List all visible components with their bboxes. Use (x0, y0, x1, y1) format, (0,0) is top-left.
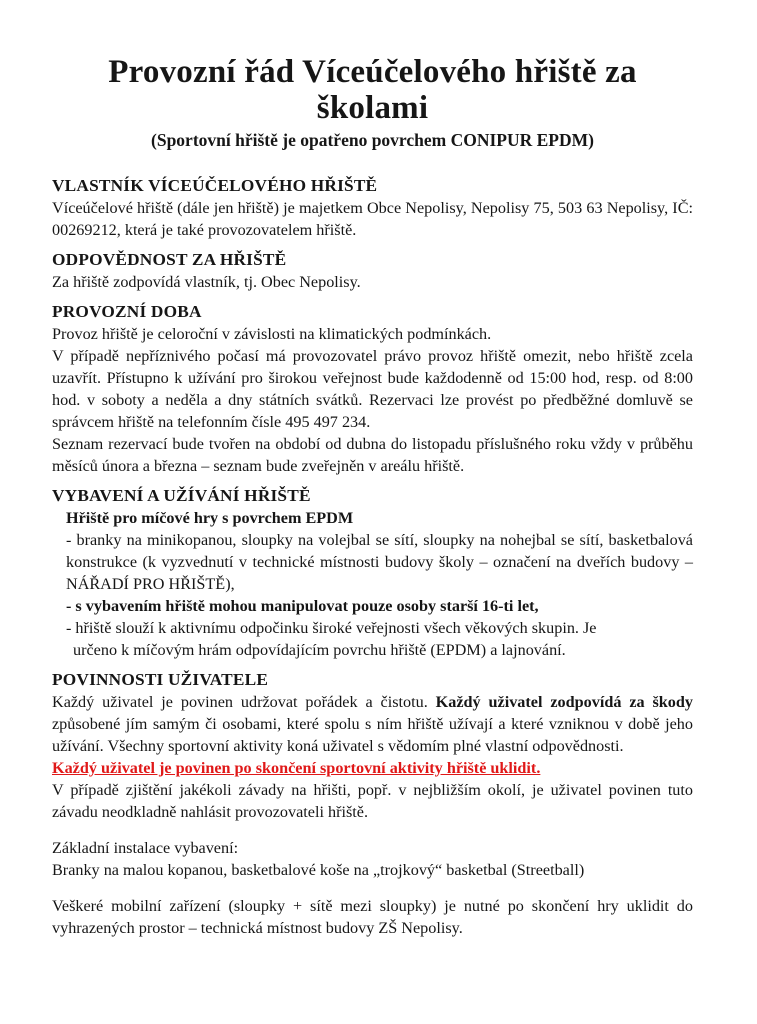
section-zaver (52, 837, 693, 939)
zaver-instalace-text: Branky na malou kopanou, basketbalové koše na „trojkový“ basketbal (Streetball) (52, 861, 585, 879)
provozni-doba-paragraph-2: V případě nepříznivého počasí má provozovatel právo provoz hřiště omezit, nebo hřiště zcela uzavřít. Přístupno k užívání pro širokou veřejnost bude každodenně od 15:00 hod, resp. od 8:00 hod. v soboty a neděla a dny státních svátků. Rezervaci lze provést po předběžné domluvě se správcem hřiště na telefonním čísle 495 497 234. (52, 347, 693, 431)
vybaveni-list (66, 507, 693, 661)
vlastnik-paragraph: Víceúčelové hřiště (dále jen hřiště) je majetkem Obce Nepolisy, Nepolisy 75, 503 63 Nepolisy, IČ: 00269212, která je také provozovatelem hřiště. (52, 199, 693, 239)
povinnosti-run-normal-1: Každý uživatel je povinen udržovat pořádek a čistotu. (52, 693, 436, 711)
zaver-mobilni-zarizeni-paragraph: Veškeré mobilní zařízení (sloupky + sítě mezi sloupky) je nutné po skončení hry uklidit do vyhrazených prostor – technická místnost budovy ZŠ Nepolisy. (52, 897, 693, 937)
document-title: Provozní řád Víceúčelového hřiště za školami (108, 54, 637, 126)
section-odpovednost (52, 248, 693, 293)
povinnosti-run-normal-2: způsobené jím samým či osobami, které spolu s ním hřiště užívají a které vzniknou v době jeho užívání. Všechny sportovní aktivity koná uživatel s vědomím plné vlastní odpovědnosti. (52, 715, 693, 755)
zaver-instalace-label: Základní instalace vybavení: (52, 839, 239, 857)
povinnosti-run-bold: Každý uživatel zodpovídá za škody (435, 693, 693, 711)
section-vlastnik (52, 174, 693, 241)
section-povinnosti (52, 668, 693, 823)
section-heading-vlastnik: VLASTNÍK VÍCEÚČELOVÉHO HŘIŠTĚ (52, 176, 378, 195)
vybaveni-item-3-line-2: určeno k míčovým hrám odpovídajícím povrchu hřiště (EPDM) a lajnování. (73, 641, 566, 659)
povinnosti-red-alert-line: Každý uživatel je povinen po skončení sportovní aktivity hřiště uklidit. (52, 759, 541, 777)
vybaveni-item-3-line-1: - hřiště slouží k aktivnímu odpočinku široké veřejnosti všech věkových skupin. Je (66, 619, 597, 637)
document-subtitle: (Sportovní hřiště je opatřeno povrchem CONIPUR EPDM) (151, 130, 594, 150)
vybaveni-subheading: Hřiště pro míčové hry s povrchem EPDM (66, 509, 354, 527)
odpovednost-paragraph: Za hřiště zodpovídá vlastník, tj. Obec Nepolisy. (52, 273, 361, 291)
vybaveni-item-1: - branky na minikopanou, sloupky na volejbal se sítí, sloupky na nohejbal se sítí, basketbalová konstrukce (k vyzvednutí v technické místnosti budovy školy – označení na dveřích budovy – NÁŘADÍ PRO HŘIŠTĚ), (66, 531, 693, 593)
provozni-doba-paragraph-3: Seznam rezervací bude tvořen na období od dubna do listopadu příslušného roku vždy v průběhu měsíců února a března – seznam bude zveřejněn v areálu hřiště. (52, 435, 693, 475)
section-heading-odpovednost: ODPOVĚDNOST ZA HŘIŠTĚ (52, 250, 287, 269)
provozni-doba-paragraph-1: Provoz hřiště je celoroční v závislosti na klimatických podmínkách. (52, 325, 492, 343)
povinnosti-paragraph-2: V případě zjištění jakékoli závady na hřišti, popř. v nejbližším okolí, je uživatel povinen tuto závadu neodkladně nahlásit provozovateli hřiště. (52, 781, 693, 821)
section-provozni-doba (52, 300, 693, 477)
vybaveni-item-2: - s vybavením hřiště mohou manipulovat pouze osoby starší 16-ti let, (66, 597, 539, 615)
document-header (52, 54, 693, 151)
section-heading-provozni-doba: PROVOZNÍ DOBA (52, 302, 202, 321)
povinnosti-paragraph-1 (52, 691, 693, 757)
section-heading-povinnosti: POVINNOSTI UŽIVATELE (52, 670, 269, 689)
section-vybaveni (52, 484, 693, 661)
section-heading-vybaveni: VYBAVENÍ A UŽÍVÁNÍ HŘIŠTĚ (52, 486, 311, 505)
